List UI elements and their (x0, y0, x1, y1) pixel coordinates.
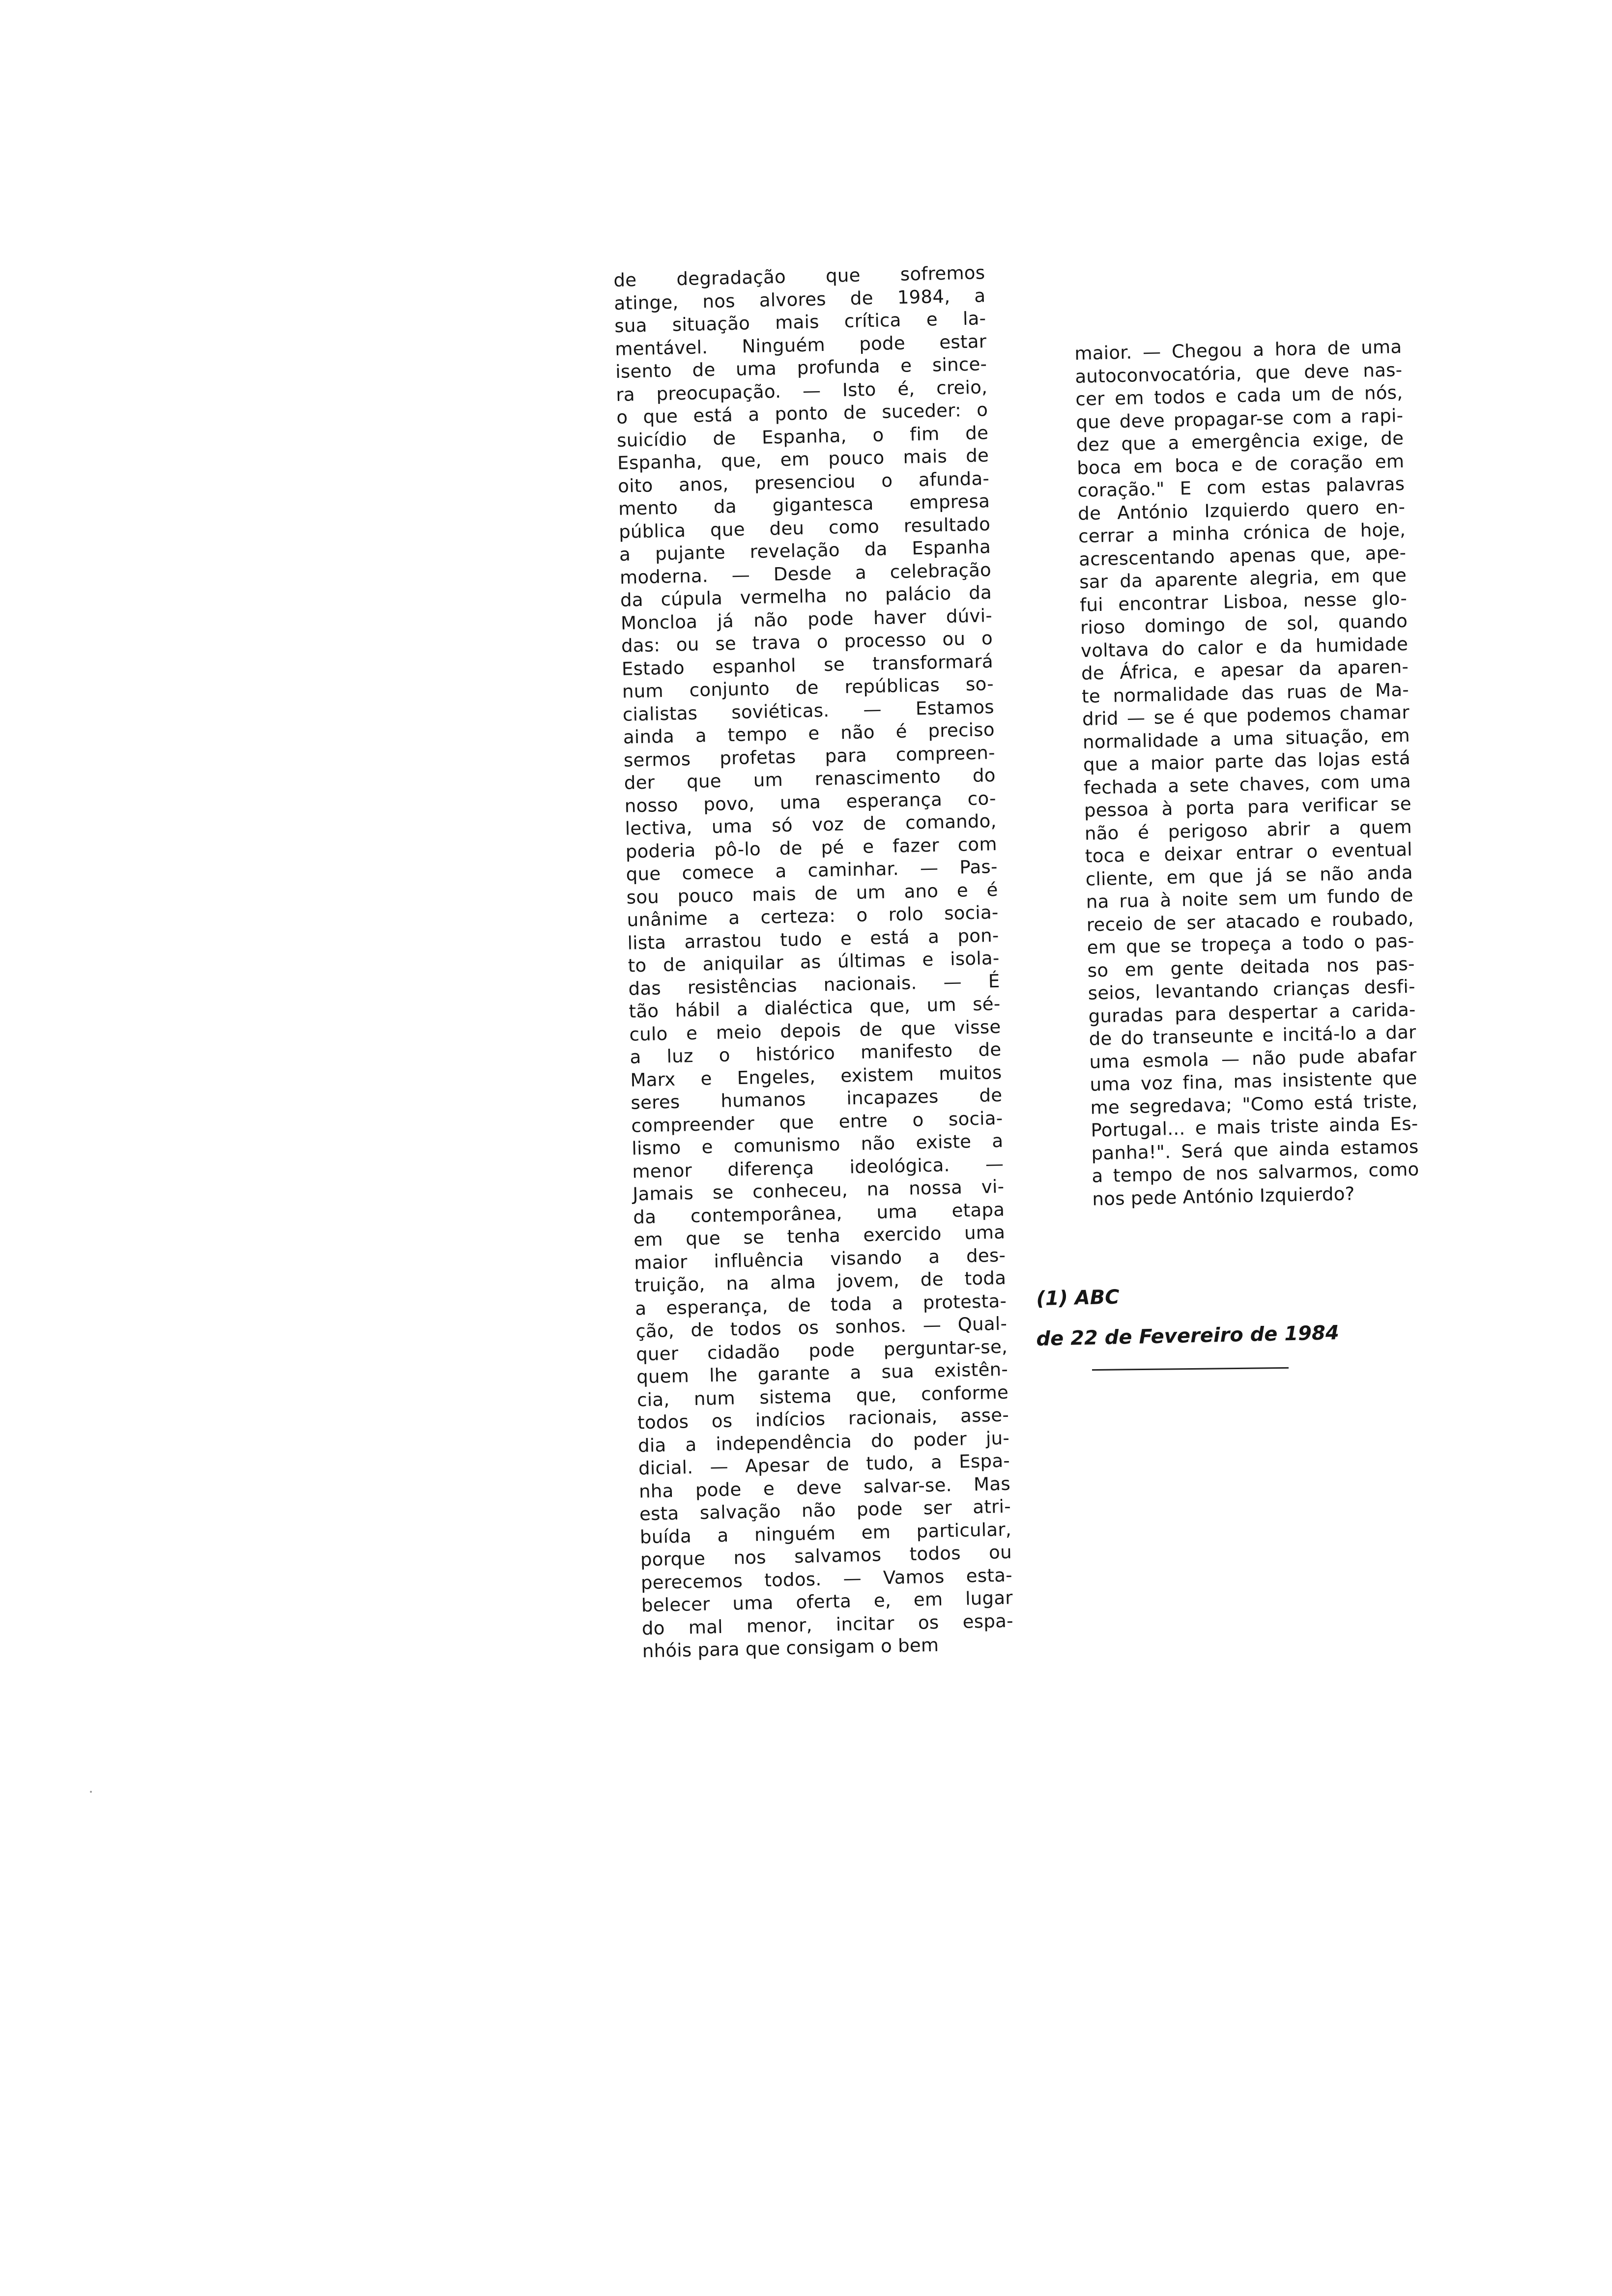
article-line: esta salvação não pode ser atri- (639, 1495, 1011, 1525)
article-line: oito anos, presenciou o afunda- (617, 467, 990, 497)
article-line: em que se tropeça a todo o pas- (1087, 930, 1415, 958)
article-line: so em gente deitada nos pas- (1087, 953, 1415, 981)
article-line: menor diferença ideológica. — (632, 1153, 1004, 1182)
article-line: tão hábil a dialéctica que, um sé- (629, 993, 1001, 1022)
article-line: que a maior parte das lojas está (1083, 747, 1411, 775)
source-date: de 22 de Fevereiro de 1984 (1036, 1321, 1340, 1350)
article-line: uma esmola — não pude abafar (1089, 1044, 1417, 1073)
article-line: lista arrastou tudo e está a pon- (627, 924, 999, 954)
article-line: quem lhe garante a sua existên- (636, 1358, 1008, 1388)
article-line: nha pode e deve salvar-se. Mas (638, 1473, 1011, 1502)
article-line: suicídio de Espanha, o fim de (616, 422, 989, 451)
article-line: Marx e Engeles, existem muitos (630, 1062, 1002, 1091)
article-line: nosso povo, uma esperança co- (624, 787, 997, 817)
article-line: seios, levantando crianças desfi- (1088, 976, 1416, 1004)
article-line: a esperança, de toda a protesta- (634, 1290, 1007, 1320)
article-line: sermos profetas para compreen- (623, 742, 996, 771)
article-line: coração." E com estas palavras (1077, 473, 1405, 501)
article-line: truição, na alma jovem, de toda (634, 1267, 1007, 1296)
article-line: to de aniquilar as últimas e isola- (628, 947, 1000, 976)
article-line: poderia pô-lo de pé e fazer com (625, 833, 998, 862)
article-line: toca e deixar entrar o eventual (1085, 838, 1413, 867)
article-line: cerrar a minha crónica de hoje, (1078, 518, 1406, 547)
article-line: autoconvocatória, que deve nas- (1074, 359, 1403, 387)
article-line: de degradação que sofremos (613, 262, 985, 291)
article-line: pública que deu como resultado (618, 513, 991, 543)
article-line: que deve propagar-se com a rapi- (1075, 404, 1404, 433)
article-line: não é perigoso abrir a quem (1084, 816, 1412, 844)
article-line: cia, num sistema que, conforme (636, 1381, 1009, 1410)
article-line: das resistências nacionais. — É (628, 970, 1000, 1000)
article-line: rioso domingo de sol, quando (1080, 610, 1408, 638)
article-line: lismo e comunismo não existe a (632, 1130, 1004, 1159)
article-line: der que um renascimento do (624, 764, 996, 794)
article-line: da cúpula vermelha no palácio da (620, 582, 992, 611)
article-line: porque nos salvamos todos ou (640, 1541, 1012, 1571)
article-left-column (613, 261, 1014, 1663)
article-line: ção, de todos os sonhos. — Qual- (635, 1313, 1008, 1342)
article-line: dia a independência do poder ju- (637, 1427, 1010, 1456)
article-line: a luz o histórico manifesto de (630, 1038, 1002, 1068)
article-line: normalidade a uma situação, em (1082, 724, 1410, 753)
article-line: dez que a emergência exige, de (1076, 428, 1404, 456)
article-line: cialistas soviéticas. — Estamos (622, 696, 995, 725)
article-line: guradas para despertar a carida- (1088, 999, 1416, 1027)
article-line: a tempo de nos salvarmos, como (1092, 1158, 1419, 1187)
article-line: a pujante revelação da Espanha (619, 536, 991, 565)
article-line: boca em boca e de coração em (1076, 450, 1405, 479)
article-line: que comece a caminhar. — Pas- (626, 856, 998, 885)
article-line: me segredava; "Como está triste, (1090, 1090, 1418, 1119)
article-right-column (1074, 336, 1420, 1211)
article-line: cliente, em que já se não anda (1085, 861, 1413, 890)
article-line: unânime a certeza: o rolo socia- (627, 901, 999, 931)
article-line: lectiva, uma só voz de comando, (625, 810, 997, 839)
article-line: receio de ser atacado e roubado, (1086, 907, 1414, 936)
article-line: de António Izquierdo quero en- (1077, 496, 1406, 524)
article-line: moderna. — Desde a celebração (619, 559, 992, 588)
article-line: Moncloa já não pode haver dúvi- (620, 604, 993, 634)
article-line: culo e meio depois de que visse (629, 1016, 1001, 1045)
article-line: dicial. — Apesar de tudo, a Espa- (638, 1450, 1010, 1479)
source-citation: (1) ABC (1036, 1286, 1120, 1310)
article-line: nos pede António Izquierdo? (1092, 1182, 1355, 1210)
article-line: mento da gigantesca empresa (618, 490, 990, 519)
closing-rule (1092, 1367, 1289, 1371)
article-line: ra preocupação. — Isto é, creio, (615, 376, 988, 405)
scan-speck (90, 1791, 92, 1793)
article-line: uma voz fina, mas insistente que (1090, 1067, 1417, 1095)
article-line: sou pouco mais de um ano e é (626, 879, 999, 908)
article-line: isento de uma profunda e since- (615, 353, 987, 382)
article-line: na rua à noite sem um fundo de (1086, 884, 1414, 913)
article-line: maior. — Chegou a hora de uma (1074, 336, 1402, 364)
article-line: nhóis para que consigam o bem (642, 1634, 939, 1662)
article-line: de África, e apesar da aparen- (1081, 656, 1409, 684)
article-line: voltava do calor e da humidade (1080, 633, 1409, 661)
article-line: o que está a ponto de suceder: o (616, 399, 988, 428)
article-line: Jamais se conheceu, na nossa vi- (632, 1176, 1005, 1205)
article-line: maior influência visando a des- (633, 1244, 1006, 1274)
article-line: compreender que entre o socia- (631, 1107, 1003, 1137)
article-line: das: ou se trava o processo ou o (621, 628, 993, 657)
article-line: Estado espanhol se transformará (621, 650, 994, 680)
article-line: acrescentando apenas que, ape- (1078, 542, 1407, 570)
article-line: fui encontrar Lisboa, nesse glo- (1079, 587, 1408, 616)
article-line: Espanha, que, em pouco mais de (617, 445, 989, 474)
article-line: num conjunto de repúblicas so- (622, 673, 994, 702)
article-line: mentável. Ninguém pode estar (614, 330, 987, 360)
article-line: drid — se é que podemos chamar (1082, 701, 1410, 730)
article-line: pessoa à porta para verificar se (1084, 793, 1412, 821)
article-line: buída a ninguém em particular, (639, 1519, 1012, 1548)
article-line: Portugal... e mais triste ainda Es- (1091, 1113, 1418, 1141)
article-line: do mal menor, incitar os espa- (641, 1610, 1014, 1639)
article-line: quer cidadão pode perguntar-se, (635, 1336, 1008, 1365)
article-line: sua situação mais crítica e la- (614, 308, 986, 337)
article-line: belecer uma oferta e, em lugar (641, 1587, 1013, 1616)
article-line: perecemos todos. — Vamos esta- (640, 1564, 1013, 1593)
article-line: atinge, nos alvores de 1984, a (613, 285, 986, 314)
article-line: fechada a sete chaves, com uma (1083, 770, 1411, 799)
article-line: em que se tenha exercido uma (633, 1221, 1006, 1251)
article-line: ainda a tempo e não é preciso (623, 718, 995, 748)
article-line: de do transeunte e incitá-lo a dar (1089, 1021, 1416, 1050)
article-line: sar da aparente alegria, em que (1079, 564, 1407, 593)
article-line: panha!". Será que ainda estamos (1091, 1136, 1419, 1164)
article-line: da contemporânea, uma etapa (633, 1199, 1005, 1228)
article-line: te normalidade das ruas de Ma- (1081, 679, 1410, 707)
article-line: cer em todos e cada um de nós, (1075, 382, 1403, 410)
article-line: seres humanos incapazes de (631, 1084, 1003, 1114)
article-line: todos os indícios racionais, asse- (637, 1404, 1009, 1434)
